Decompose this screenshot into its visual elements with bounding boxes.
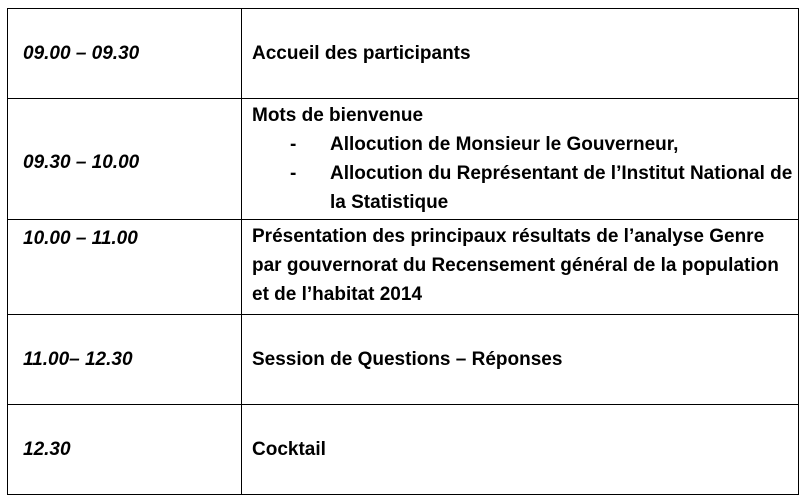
agenda-time: 11.00– 12.30: [8, 315, 242, 405]
dash-bullet-icon: -: [290, 134, 297, 155]
agenda-item-title: Mots de bienvenue: [252, 105, 424, 126]
agenda-time: 10.00 – 11.00: [8, 220, 242, 315]
agenda-time: 09.30 – 10.00: [8, 99, 242, 220]
agenda-item-title: Accueil des participants: [242, 9, 799, 99]
agenda-item-title: Session de Questions – Réponses: [242, 315, 799, 405]
agenda-row: [8, 220, 799, 315]
agenda-sub-item-text: Allocution du Représentant de l’Institut National de la Statistique: [330, 163, 793, 213]
dash-bullet-icon: -: [290, 163, 297, 184]
agenda-sub-item: [252, 130, 798, 159]
agenda-item-title: Cocktail: [242, 405, 799, 495]
agenda-table: [7, 8, 799, 495]
agenda-row: [8, 315, 799, 405]
agenda-row: [8, 405, 799, 495]
agenda-row: [8, 99, 799, 220]
agenda-time: 12.30: [8, 405, 242, 495]
agenda-item-cell: [242, 99, 799, 220]
agenda-row: [8, 9, 799, 99]
agenda-time: 09.00 – 09.30: [8, 9, 242, 99]
agenda-item-title: Présentation des principaux résultats de l’analyse Genre par gouvernorat du Recensement général de la population et de l’habitat 2014: [242, 220, 799, 315]
agenda-sub-item-text: Allocution de Monsieur le Gouverneur,: [330, 134, 679, 155]
agenda-sub-item: [252, 159, 798, 217]
agenda-sub-list: [252, 130, 798, 217]
